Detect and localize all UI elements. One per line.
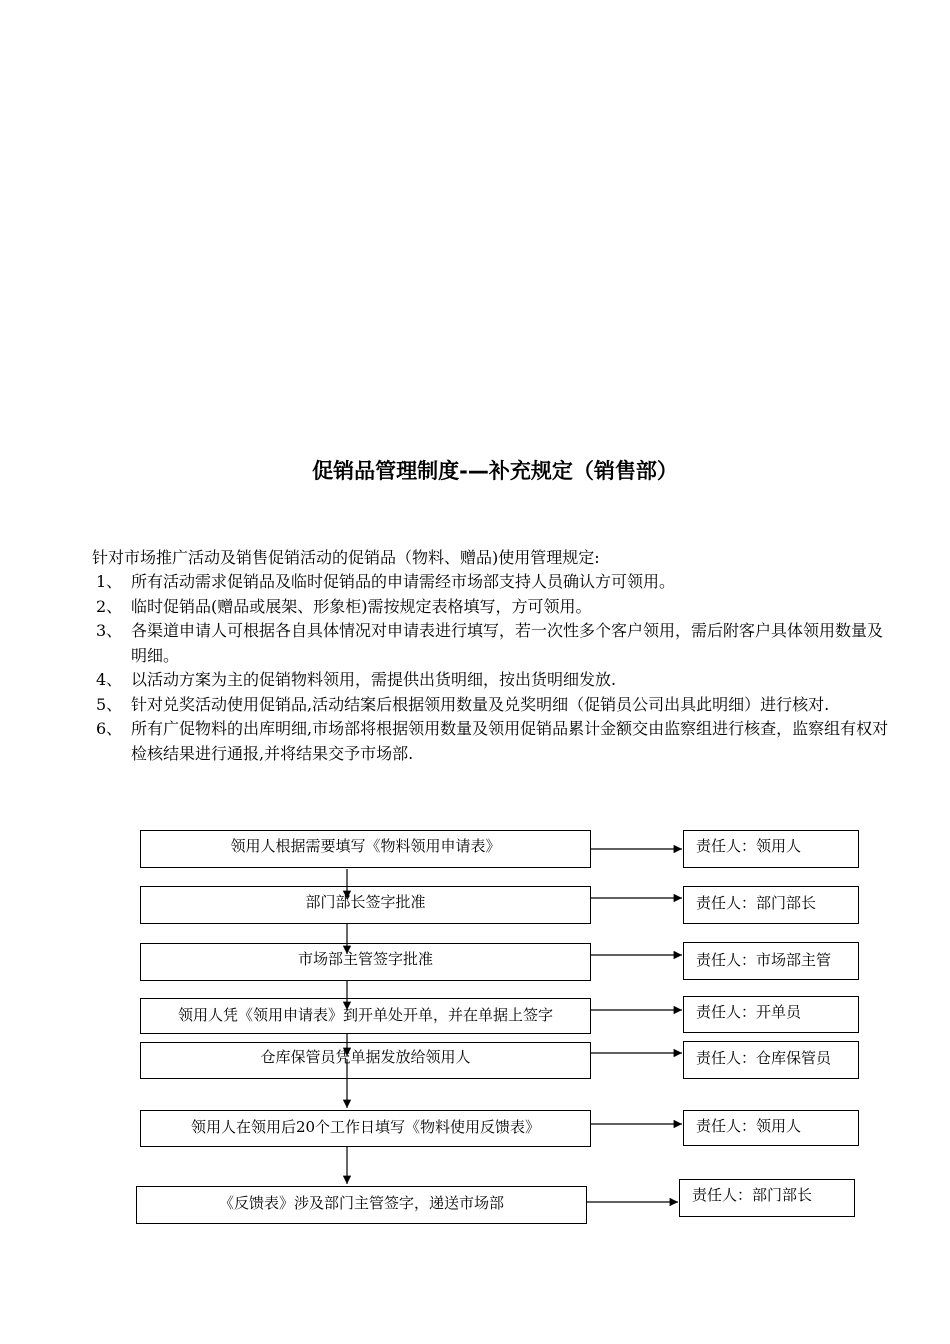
flow-step-box: [140, 998, 591, 1034]
owner-text: 责任人：部门部长: [692, 1185, 813, 1204]
owner-box: [683, 942, 859, 980]
rule-number: 1、: [96, 572, 123, 591]
flow-step-text: 市场部主管签字批准: [297, 949, 433, 968]
rule-number: 5、: [96, 694, 123, 714]
owner-box: [679, 1179, 855, 1217]
flow-step-box: [136, 1186, 587, 1224]
rule-text: 临时促销品(赠品或展架、形象柜)需按规定表格填写，方可领用。: [131, 596, 592, 616]
flow-step-box: [140, 886, 591, 924]
owner-text: 责任人：领用人: [696, 836, 802, 855]
owner-box: [683, 830, 859, 868]
flow-step-box: [140, 1110, 591, 1147]
flow-step-text: 《反馈表》涉及部门主管签字，递送市场部: [218, 1193, 504, 1212]
owner-text: 责任人：领用人: [696, 1116, 802, 1135]
owner-text: 责任人：开单员: [696, 1003, 802, 1021]
owner-box: [683, 996, 859, 1033]
page-title: 促销品管理制度-—补充规定（销售部）: [312, 459, 678, 483]
rule-number: 2、: [96, 596, 123, 616]
flow-step-text: 部门部长签字批准: [305, 892, 426, 911]
rule-text: 所有活动需求促销品及临时促销品的申请需经市场部支持人员确认方可领用。: [131, 572, 676, 591]
owner-box: [683, 1041, 859, 1079]
rule-number: 4、: [96, 670, 123, 689]
flow-step-text: 领用人凭《领用申请表》到开单处开单，并在单据上签字: [177, 1005, 553, 1024]
flow-step-box: [140, 943, 591, 981]
owner-text: 责任人：部门部长: [696, 893, 817, 912]
owner-text: 责任人：仓库保管员: [696, 1048, 832, 1067]
rule-text: 各渠道申请人可根据各自具体情况对申请表进行填写，若一次性多个客户领用，需后附客户具体领用数量及明细。: [131, 621, 884, 665]
flow-step-text: 领用人在领用后20个工作日填写《物料使用反馈表》: [190, 1118, 541, 1136]
owner-text: 责任人：市场部主管: [696, 950, 832, 969]
rule-number: 3、: [96, 621, 123, 640]
rule-text: 针对兑奖活动使用促销品,活动结案后根据领用数量及兑奖明细（促销员公司出具此明细）进行核对.: [131, 694, 830, 714]
owner-box: [683, 886, 859, 924]
flow-step-box: [140, 830, 591, 868]
rule-text: 以活动方案为主的促销物料领用，需提供出货明细，按出货明细发放.: [131, 670, 617, 689]
intro-paragraph: 针对市场推广活动及销售促销活动的促销品（物料、赠品)使用管理规定:: [92, 548, 600, 567]
flow-step-text: 仓库保管员凭单据发放给领用人: [260, 1048, 471, 1066]
rule-text: 所有广促物料的出库明细,市场部将根据领用数量及领用促销品累计金额交由监察组进行核查，监察组有权对检核结果进行通报,并将结果交予市场部.: [131, 719, 889, 763]
flow-step-text: 领用人根据需要填写《物料领用申请表》: [230, 836, 501, 855]
flow-step-box: [140, 1042, 591, 1079]
rule-number: 6、: [96, 719, 123, 738]
owner-box: [683, 1110, 859, 1146]
